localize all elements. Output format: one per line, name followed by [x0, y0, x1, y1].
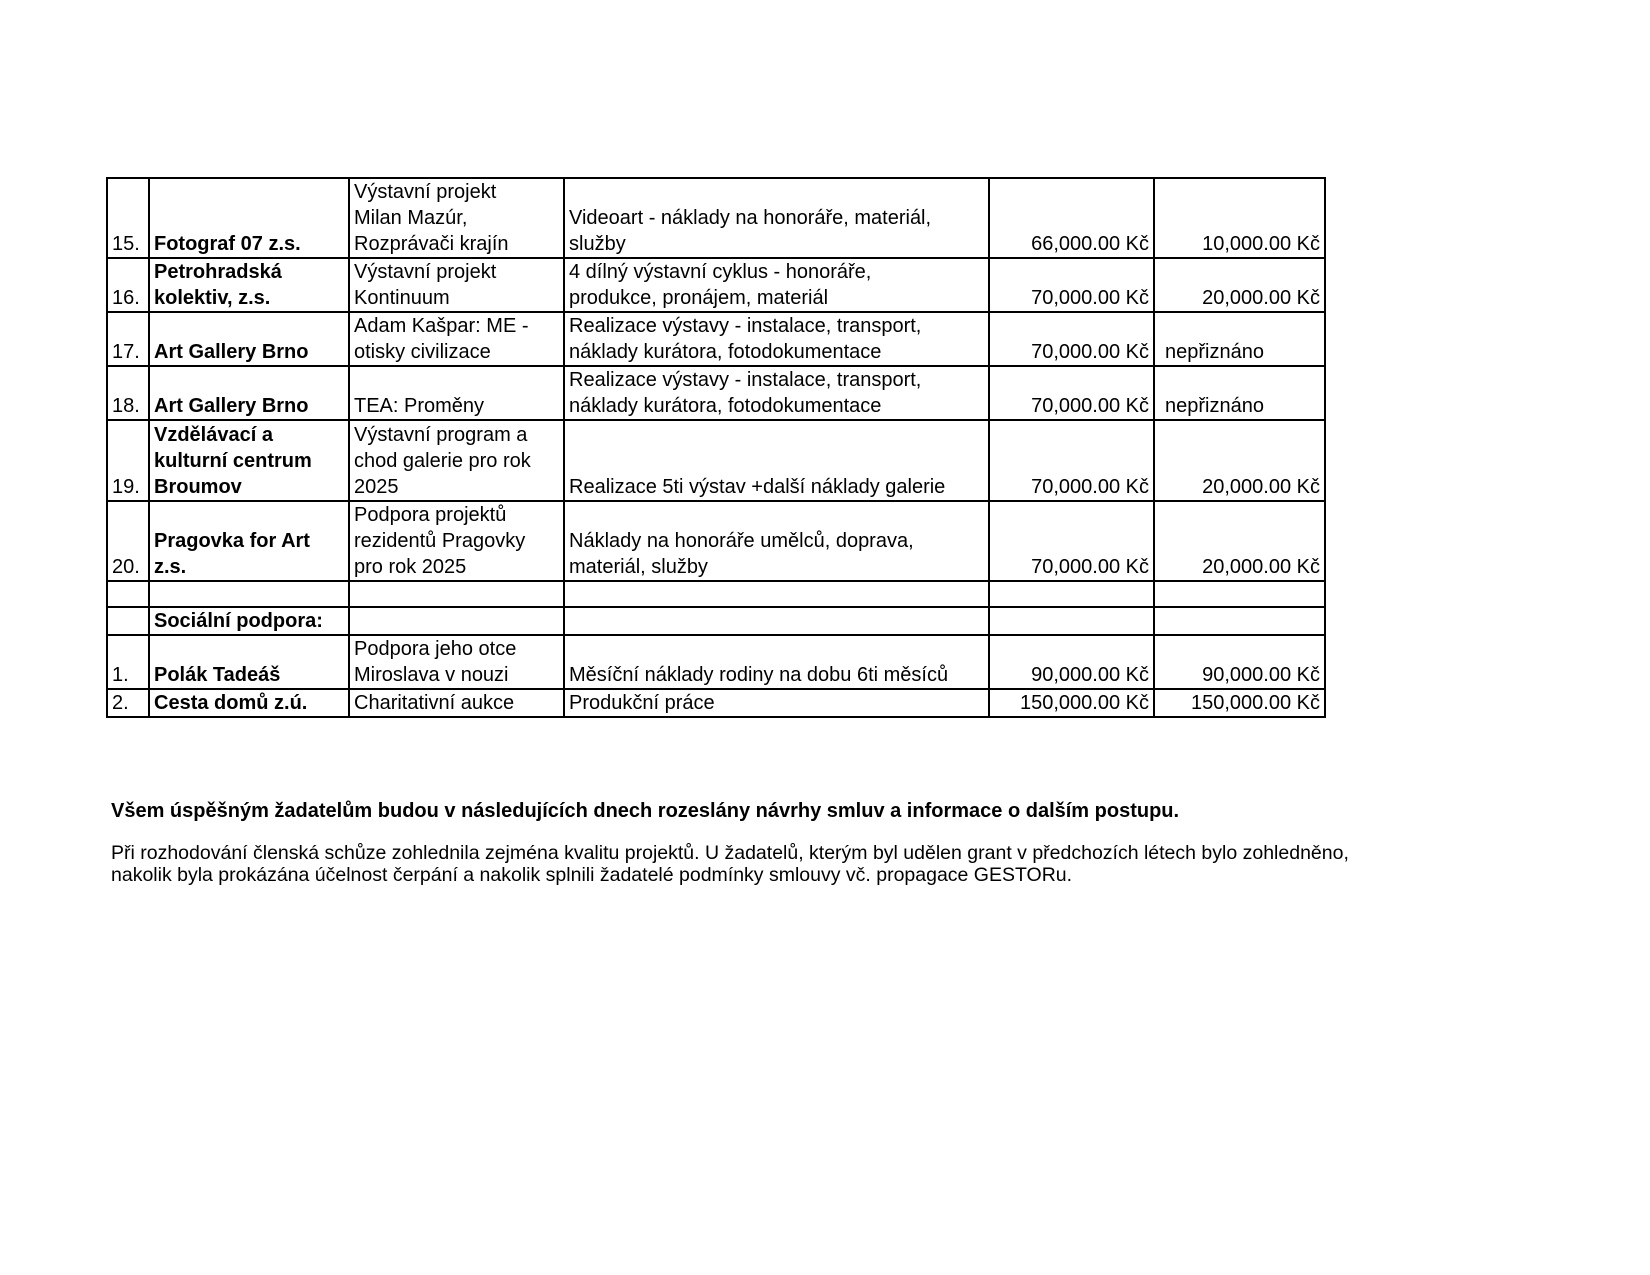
grant-purpose-cell: [564, 607, 989, 635]
requested-amount-cell: [989, 581, 1154, 607]
project-title-cell: [349, 581, 564, 607]
project-title-cell: Výstavní projekt Kontinuum: [349, 258, 564, 312]
applicant-name-cell: Art Gallery Brno: [149, 366, 349, 420]
granted-amount-cell: 20,000.00 Kč: [1154, 501, 1325, 581]
row-number-cell: [107, 581, 149, 607]
granted-amount-cell: nepřiznáno: [1154, 366, 1325, 420]
decision-paragraph: Při rozhodování členská schůze zohlednila zejména kvalitu projektů. U žadatelů, kterým byl udělen grant v předchozích létech bylo zohledněno, nakolik byla prokázána účelnost čerpání a nakolik splnili žadatelé podmínky smlouvy vč. propagace GESTORu.: [111, 842, 1349, 886]
grant-purpose-cell: Realizace 5ti výstav +další náklady galerie: [564, 420, 989, 501]
requested-amount-cell: 70,000.00 Kč: [989, 366, 1154, 420]
requested-amount-cell: [989, 607, 1154, 635]
requested-amount-cell: 70,000.00 Kč: [989, 420, 1154, 501]
granted-amount-cell: 90,000.00 Kč: [1154, 635, 1325, 689]
table-row: [107, 420, 1325, 501]
project-title-cell: Výstavní program a chod galerie pro rok 2025: [349, 420, 564, 501]
applicant-name-cell: Art Gallery Brno: [149, 312, 349, 366]
table-row: [107, 258, 1325, 312]
granted-amount-cell: 150,000.00 Kč: [1154, 689, 1325, 717]
applicant-name-cell: Vzdělávací a kulturní centrum Broumov: [149, 420, 349, 501]
applicant-name-cell: Petrohradská kolektiv, z.s.: [149, 258, 349, 312]
table-row: [107, 581, 1325, 607]
grant-purpose-cell: Produkční práce: [564, 689, 989, 717]
applicant-name-cell: [149, 581, 349, 607]
row-number-cell: [107, 607, 149, 635]
requested-amount-cell: 70,000.00 Kč: [989, 501, 1154, 581]
row-number-cell: 19.: [107, 420, 149, 501]
table-row: [107, 178, 1325, 258]
row-number-cell: 15.: [107, 178, 149, 258]
row-number-cell: 17.: [107, 312, 149, 366]
project-title-cell: TEA: Proměny: [349, 366, 564, 420]
grant-purpose-cell: Videoart - náklady na honoráře, materiál, služby: [564, 178, 989, 258]
project-title-cell: Adam Kašpar: ME - otisky civilizace: [349, 312, 564, 366]
granted-amount-cell: [1154, 581, 1325, 607]
requested-amount-cell: 66,000.00 Kč: [989, 178, 1154, 258]
row-number-cell: 16.: [107, 258, 149, 312]
requested-amount-cell: 150,000.00 Kč: [989, 689, 1154, 717]
project-title-cell: Výstavní projekt Milan Mazúr, Rozprávači krajín: [349, 178, 564, 258]
row-number-cell: 20.: [107, 501, 149, 581]
grants-table: [106, 177, 1326, 718]
applicant-name-cell: Pragovka for Art z.s.: [149, 501, 349, 581]
grant-purpose-cell: Realizace výstavy - instalace, transport, náklady kurátora, fotodokumentace: [564, 366, 989, 420]
applicant-name-cell: Sociální podpora:: [149, 607, 349, 635]
grant-purpose-cell: Měsíční náklady rodiny na dobu 6ti měsíců: [564, 635, 989, 689]
grant-purpose-cell: [564, 581, 989, 607]
table-row: [107, 635, 1325, 689]
requested-amount-cell: 70,000.00 Kč: [989, 312, 1154, 366]
applicant-name-cell: Polák Tadeáš: [149, 635, 349, 689]
granted-amount-cell: 20,000.00 Kč: [1154, 420, 1325, 501]
project-title-cell: Podpora jeho otce Miroslava v nouzi: [349, 635, 564, 689]
applicant-name-cell: Fotograf 07 z.s.: [149, 178, 349, 258]
granted-amount-cell: nepřiznáno: [1154, 312, 1325, 366]
row-number-cell: 18.: [107, 366, 149, 420]
row-number-cell: 1.: [107, 635, 149, 689]
grant-purpose-cell: 4 dílný výstavní cyklus - honoráře, produkce, pronájem, materiál: [564, 258, 989, 312]
grants-table-body: [107, 178, 1325, 717]
grant-purpose-cell: Náklady na honoráře umělců, doprava, materiál, služby: [564, 501, 989, 581]
table-row: [107, 607, 1325, 635]
granted-amount-cell: 10,000.00 Kč: [1154, 178, 1325, 258]
table-row: [107, 312, 1325, 366]
project-title-cell: Podpora projektů rezidentů Pragovky pro rok 2025: [349, 501, 564, 581]
project-title-cell: [349, 607, 564, 635]
project-title-cell: Charitativní aukce: [349, 689, 564, 717]
applicant-name-cell: Cesta domů z.ú.: [149, 689, 349, 717]
granted-amount-cell: [1154, 607, 1325, 635]
requested-amount-cell: 70,000.00 Kč: [989, 258, 1154, 312]
announcement-text: Všem úspěšným žadatelům budou v následujících dnech rozeslány návrhy smluv a informace o dalším postupu.: [111, 800, 1180, 822]
requested-amount-cell: 90,000.00 Kč: [989, 635, 1154, 689]
row-number-cell: 2.: [107, 689, 149, 717]
table-row: [107, 366, 1325, 420]
granted-amount-cell: 20,000.00 Kč: [1154, 258, 1325, 312]
grant-purpose-cell: Realizace výstavy - instalace, transport, náklady kurátora, fotodokumentace: [564, 312, 989, 366]
table-row: [107, 501, 1325, 581]
notes-section: [111, 798, 1531, 886]
table-row: [107, 689, 1325, 717]
